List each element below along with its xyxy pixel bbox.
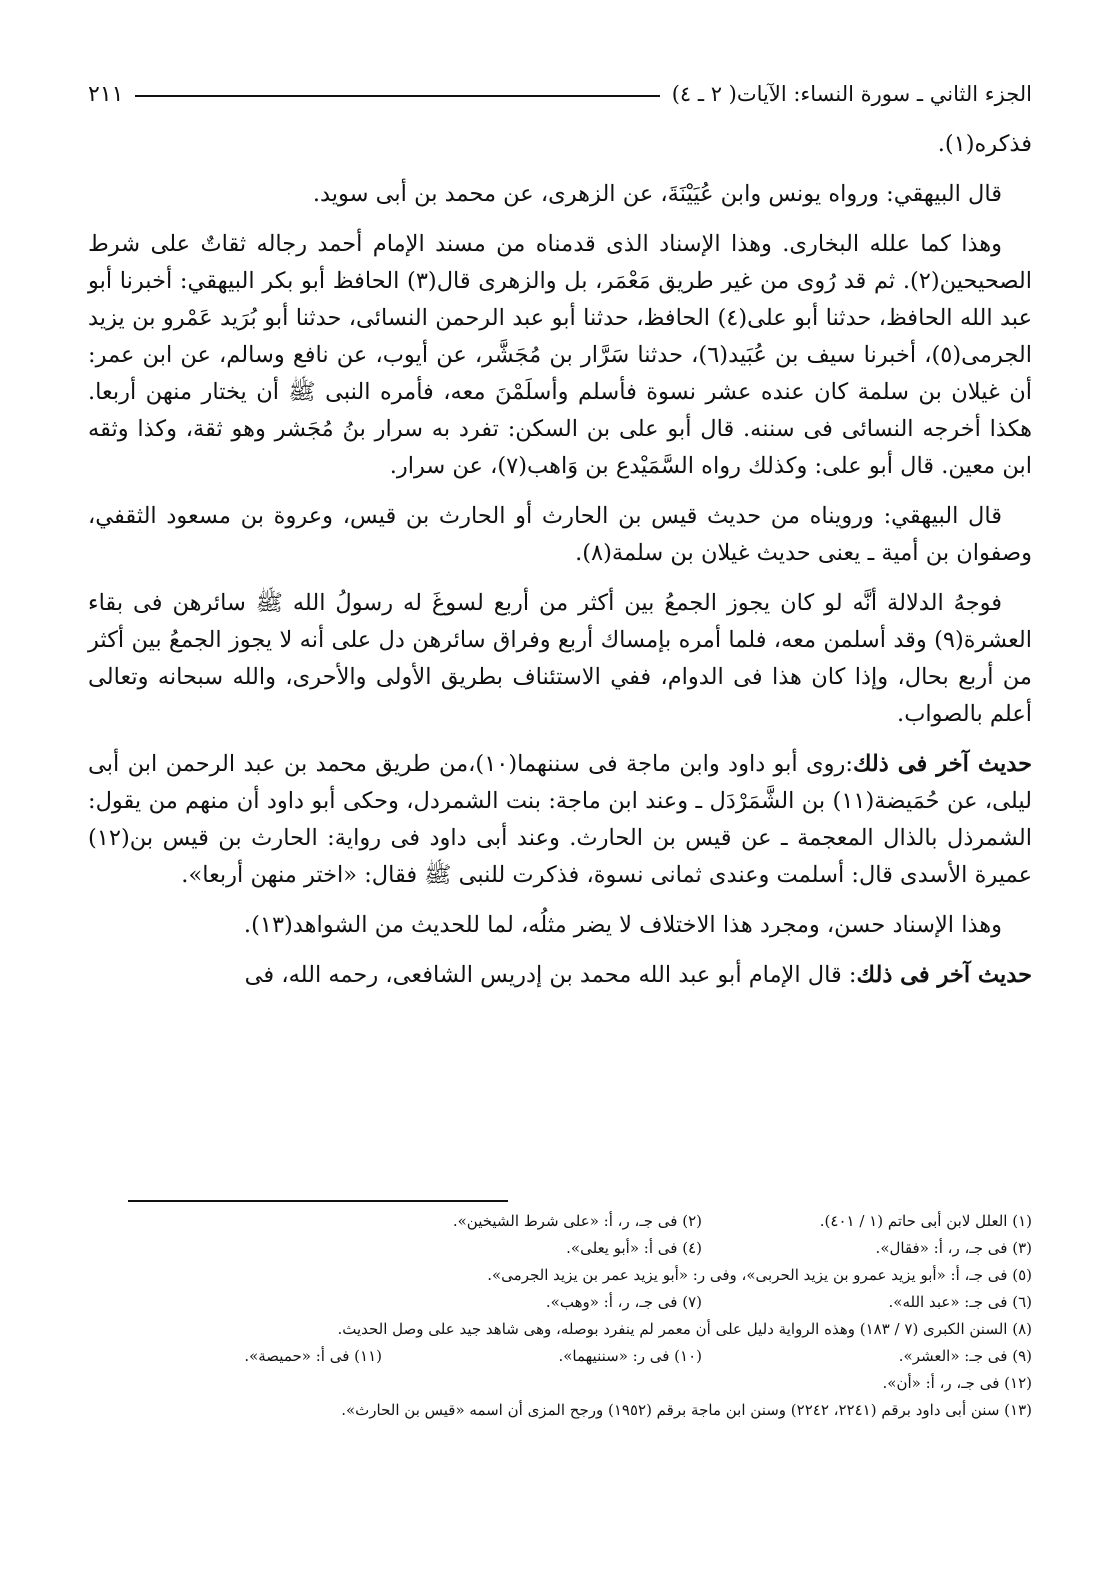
paragraph-text: وهذا الإسناد حسن، ومجرد هذا الاختلاف لا يضر مثلُه، لما للحديث من الشواهد(١٣).	[243, 912, 1002, 938]
footnote-10: (١٠) فى ر: «سننيهما».	[558, 1347, 702, 1365]
header-rule	[135, 95, 659, 97]
paragraph-text: : قال الإمام أبو عبد الله محمد بن إدريس الشافعى، رحمه الله، فى	[244, 962, 857, 988]
section-lead: حديث آخر فى ذلك	[852, 751, 1032, 777]
footnote-2: (٢) فى جـ، ر، أ: «على شرط الشيخين».	[452, 1212, 702, 1230]
footnote-6: (٦) فى جـ: «عبد الله».	[888, 1293, 1032, 1311]
footnote-row	[88, 1316, 1032, 1343]
footnote-12: (١٢) فى جـ، ر، أ: «أن».	[882, 1374, 1032, 1392]
body-text	[88, 126, 1032, 1007]
paragraph-text: فذكره(١).	[937, 131, 1032, 157]
footnote-row	[88, 1289, 1032, 1316]
paragraph-text: :روى أبو داود وابن ماجة فى سننهما(١٠)،من طريق محمد بن عبد الرحمن ابن أبى ليلى، عن حُمَيضة(١١) بن الشَّمَرْدَل ـ وعند ابن ماجة: بنت الشمردل، وحكى أبو داود أن منهم من يقول: الشمرذل بالذال المعجمة ـ عن قيس بن الحارث. وعند أبى داود فى رواية: الحارث بن قيس بن(١٢) عميرة الأسدى قال: أسلمت وعندى ثمانى نسوة، فذكرت للنبى ﷺ فقال: «اختر منهن أربعا».	[88, 751, 1032, 888]
footnote-11: (١١) فى أ: «حميصة».	[244, 1347, 382, 1365]
footnote-row	[88, 1262, 1032, 1289]
paragraph-text: فوجهُ الدلالة أنَّه لو كان يجوز الجمعُ بين أكثر من أربع لسوغَ له رسولُ الله ﷺ سائرهن فى بقاء العشرة(٩) وقد أسلمن معه، فلما أمره بإمساك أربع وفراق سائرهن دل على أنه لا يجوز الجمعُ بين أكثر من أربع بحال، وإذا كان هذا فى الدوام، ففي الاستئناف بطريق الأولى والأحرى، والله سبحانه وتعالى أعلم بالصواب.	[88, 590, 1032, 727]
footnote-7: (٧) فى جـ، ر، أ: «وهب».	[545, 1293, 702, 1311]
footnote-9: (٩) فى جـ: «العشر».	[898, 1347, 1032, 1365]
running-title: الجزء الثاني ـ سورة النساء: الآيات( ٢ ـ ٤)	[671, 82, 1032, 106]
footnote-4: (٤) فى أ: «أبو يعلى».	[566, 1239, 702, 1257]
footnote-5: (٥) فى جـ، أ: «أبو يزيد عمرو بن يزيد الحربى»، وفى ر: «أبو يزيد عمر بن يزيد الجرمى».	[487, 1266, 1032, 1284]
footnote-3: (٣) فى جـ، ر، أ: «فقال».	[875, 1239, 1032, 1257]
footnotes	[88, 1208, 1032, 1424]
section-lead: حديث آخر فى ذلك	[856, 962, 1032, 988]
paragraph-8	[88, 957, 1032, 994]
paragraph-text: قال البيهقي: ورواه يونس وابن عُيَيْنَةَ، عن الزهرى، عن محمد بن أبى سويد.	[312, 181, 1002, 207]
page-header	[88, 76, 1032, 112]
footnote-13: (١٣) سنن أبى داود برقم (٢٢٤١، ٢٢٤٢) وسنن ابن ماجة برقم (١٩٥٢) ورجح المزى أن اسمه «قيس بن الحارث».	[341, 1401, 1032, 1419]
footnote-row	[88, 1370, 1032, 1397]
footnote-row	[88, 1343, 1032, 1370]
footnote-8: (٨) السنن الكبرى (٧ / ١٨٣) وهذه الرواية دليل على أن معمر لم ينفرد بوصله، وهى شاهد جيد على وصل الحديث.	[337, 1320, 1032, 1338]
page-number: ٢١١	[88, 81, 124, 107]
footnote-1: (١) العلل لابن أبى حاتم (١ / ٤٠١).	[819, 1212, 1032, 1230]
paragraph-2	[88, 176, 1032, 213]
paragraph-3	[88, 226, 1032, 485]
footnote-row	[88, 1235, 1032, 1262]
paragraph-4	[88, 498, 1032, 572]
paragraph-text: قال البيهقي: ورويناه من حديث قيس بن الحارث أو الحارث بن قيس، وعروة بن مسعود الثقفي، وصفوان بن أمية ـ يعنى حديث غيلان بن سلمة(٨).	[88, 503, 1032, 566]
paragraph-5	[88, 585, 1032, 733]
paragraph-1	[88, 126, 1032, 163]
footnote-row	[88, 1397, 1032, 1424]
book-page	[88, 64, 1032, 1564]
footnote-row	[88, 1208, 1032, 1235]
footnote-rule	[128, 1200, 508, 1202]
paragraph-7	[88, 907, 1032, 944]
paragraph-text: وهذا كما علله البخارى. وهذا الإسناد الذى قدمناه من مسند الإمام أحمد رجاله ثقاتٌ على شرط الصحيحين(٢). ثم قد رُوى من غير طريق مَعْمَر، بل والزهرى قال(٣) الحافظ أبو بكر البيهقي: أخبرنا أبو عبد الله الحافظ، حدثنا أبو على(٤) الحافظ، حدثنا أبو عبد الرحمن النسائى، حدثنا أبو بُرَيد عَمْرو بن يزيد الجرمى(٥)، أخبرنا سيف بن عُبَيد(٦)، حدثنا سَرَّار بن مُجَشَّر، عن أيوب، عن نافع وسالم، عن ابن عمر: أن غيلان بن سلمة كان عنده عشر نسوة فأسلم وأسلَمْنَ معه، فأمره النبى ﷺ أن يختار منهن أربعا. هكذا أخرجه النسائى فى سننه. قال أبو على بن السكن: تفرد به سرار بنُ مُجَشر وهو ثقة، وكذا وثقه ابن معين. قال أبو على: وكذلك رواه السَّمَيْدع بن وَاهب(٧)، عن سرار.	[88, 231, 1033, 479]
paragraph-6	[88, 746, 1032, 894]
